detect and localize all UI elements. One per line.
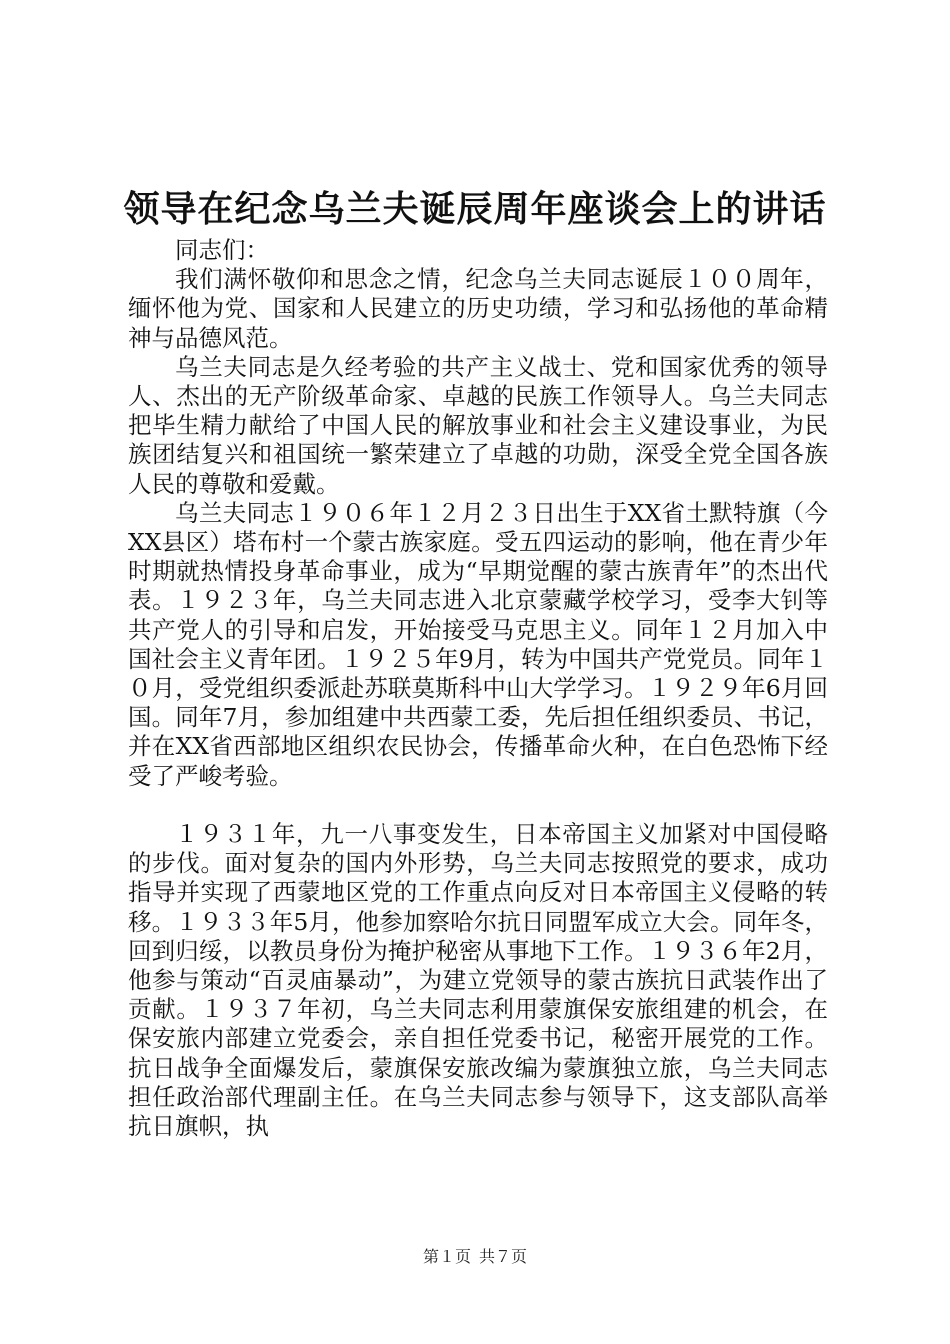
paragraph: 乌兰夫同志１９０６年１２月２３日出生于XX省土默特旗（今XX县区）塔布村一个蒙古族家庭。受五四运动的影响，他在青少年时期就热情投身革命事业，成为“早期觉醒的蒙古族青年”的杰出代表。１９２３年，乌兰夫同志进入北京蒙藏学校学习，受李大钊等共产党人的引导和启发，开始接受马克思主义。同年１２月加入中国社会主义青年团。１９２５年9月，转为中国共产党党员。同年１０月，受党组织委派赴苏联莫斯科中山大学学习。１９２９年6月回国。同年7月，参加组建中共西蒙工委，先后担任组织委员、书记，并在XX省西部地区组织农民协会，传播革命火种，在白色恐怖下经受了严峻考验。 (128, 498, 828, 790)
page-footer (0, 1246, 950, 1268)
paragraph: １９３１年，九一八事变发生，日本帝国主义加紧对中国侵略的步伐。面对复杂的国内外形势，乌兰夫同志按照党的要求，成功指导并实现了西蒙地区党的工作重点向反对日本帝国主义侵略的转移。１９３３年5月，他参加察哈尔抗日同盟军成立大会。同年冬，回到归绥，以教员身份为掩护秘密从事地下工作。１９３６年2月，他参与策动“百灵庙暴动”，为建立党领导的蒙古族抗日武装作出了贡献。１９３７年初，乌兰夫同志利用蒙旗保安旅组建的机会，在保安旅内部建立党委会，亲自担任党委书记，秘密开展党的工作。抗日战争全面爆发后，蒙旗保安旅改编为蒙旗独立旅，乌兰夫同志担任政治部代理副主任。在乌兰夫同志参与领导下，这支部队高举抗日旗帜，执 (128, 820, 828, 1141)
document-body (128, 236, 828, 1141)
page-number: 第１页 (422, 1247, 471, 1266)
salutation: 同志们： (175, 236, 269, 264)
page-total: 共７页 (479, 1247, 528, 1266)
document-title: 领导在纪念乌兰夫诞辰周年座谈会上的讲话 (123, 188, 827, 230)
paragraph: 乌兰夫同志是久经考验的共产主义战士、党和国家优秀的领导人、杰出的无产阶级革命家、卓越的民族工作领导人。乌兰夫同志把毕生精力献给了中国人民的解放事业和社会主义建设事业，为民族团结复兴和祖国统一繁荣建立了卓越的功勋，深受全党全国各族人民的尊敬和爱戴。 (128, 352, 828, 498)
paragraph: 我们满怀敬仰和思念之情，纪念乌兰夫同志诞辰１００周年，缅怀他为党、国家和人民建立的历史功绩，学习和弘扬他的革命精神与品德风范。 (128, 265, 828, 352)
